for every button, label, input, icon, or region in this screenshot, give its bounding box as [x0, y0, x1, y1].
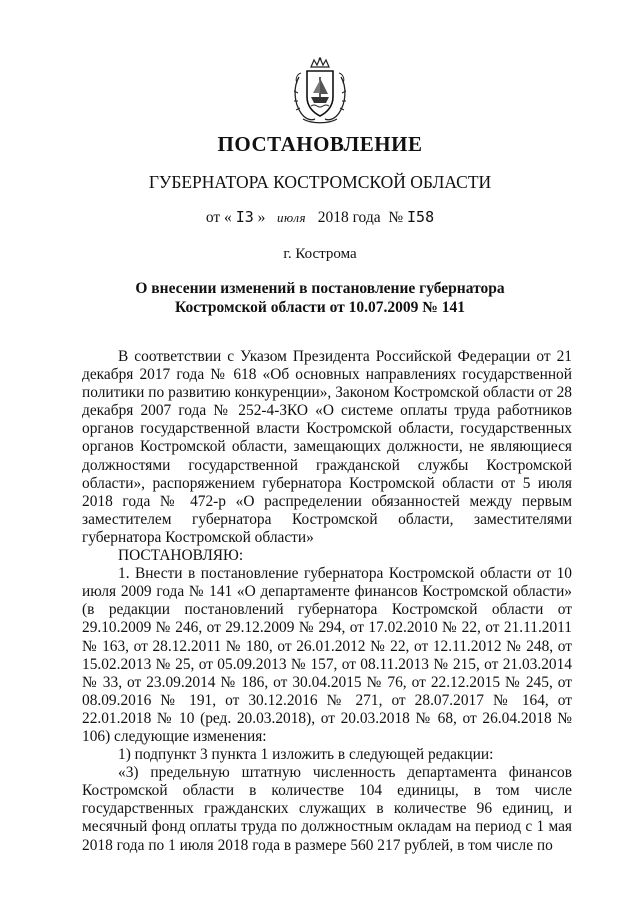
body-paragraph-subitem-1: 1) подпункт 3 пункта 1 изложить в следующей редакции:	[118, 746, 494, 764]
document-heading	[120, 279, 520, 317]
date-year: 2018 года	[317, 209, 381, 226]
heading-line-1: О внесении изменений в постановление губернатора	[135, 280, 505, 297]
document-title: ПОСТАНОВЛЕНИЕ	[217, 132, 423, 156]
body-paragraph-resolve: ПОСТАНОВЛЯЮ:	[118, 547, 244, 565]
date-mid: »	[257, 209, 266, 226]
date-number-line	[0, 208, 640, 227]
date-day: I3	[235, 208, 254, 226]
body-paragraph-quote: «3) предельную штатную численность департамента финансов Костромской области в количестве 104 единицы, в том числе государственных гражданских служащих в количестве 96 единиц, и месячный фонд оплаты труда по должностным окладам на период с 1 мая 2018 года по 1 июля 2018 года в размере 560 217 рублей, в том числе по	[82, 764, 572, 854]
issuer-subtitle: ГУБЕРНАТОРА КОСТРОМСКОЙ ОБЛАСТИ	[148, 172, 492, 192]
number-prefix: №	[388, 209, 404, 226]
date-month: июля	[277, 210, 307, 225]
coat-of-arms-icon	[291, 57, 349, 125]
city-line: г. Кострома	[283, 246, 357, 262]
body-paragraph-item-1: 1. Внести в постановление губернатора Костромской области от 10 июля 2009 года № 141 «О департаменте финансов Костромской области» (в редакции постановлений губернатора Костромской области от 29.10.2009 № 246, от 29.12.2009 № 294, от 17.02.2010 № 22, от 21.11.2011 № 163, от 28.12.2011 № 180, от 26.01.2012 № 22, от 12.11.2012 № 248, от 15.02.2013 № 25, от 05.09.2013 № 157, от 08.11.2013 № 215, от 21.03.2014 № 33, от 23.09.2014 № 186, от 30.04.2015 № 76, от 22.12.2015 № 245, от 08.09.2016 № 191, от 30.12.2016 № 271, от 28.07.2017 № 164, от 22.01.2018 № 10 (ред. 20.03.2018), от 20.03.2018 № 68, от 26.04.2018 № 106) следующие изменения:	[82, 565, 572, 745]
heading-line-2: Костромской области от 10.07.2009 № 141	[175, 299, 465, 316]
date-prefix: от «	[205, 209, 232, 226]
document-number: I58	[407, 208, 435, 226]
document-body	[82, 348, 572, 855]
body-paragraph-preamble: В соответствии с Указом Президента Российской Федерации от 21 декабря 2017 года № 618 «Об основных направлениях государственной политики по развитию конкуренции», Законом Костромской области от 28 декабря 2007 года № 252-4-ЗКО «О системе оплаты труда работников органов государственной власти Костромской области, государственных органов Костромской области, замещающих должности, не являющиеся должностями государственной гражданской службы Костромской области», распоряжением губернатора Костромской области от 5 июля 2018 года № 472-р «О распределении обязанностей между первым заместителем губернатора Костромской области, заместителями губернатора Костромской области»	[82, 348, 572, 546]
